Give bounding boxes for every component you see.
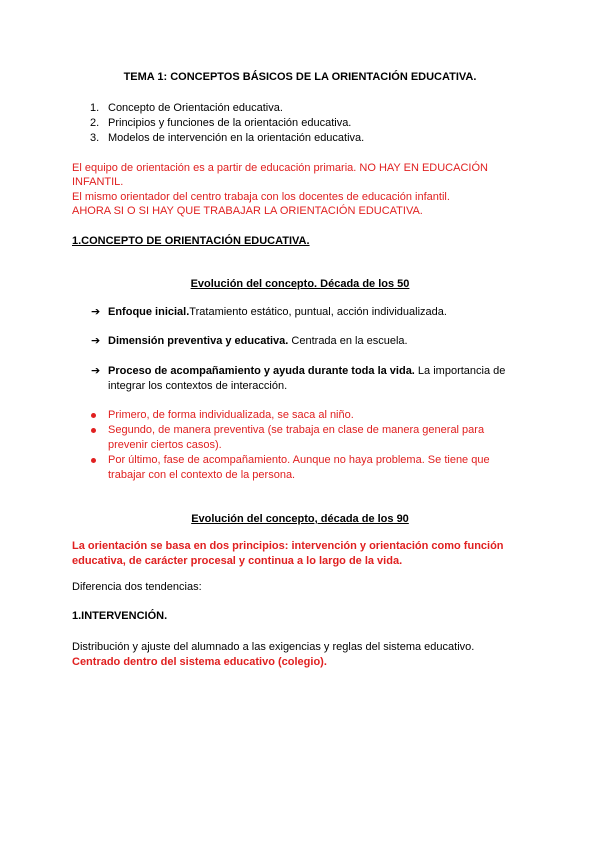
red-bullet-item [91,408,521,423]
subsection-heading: Evolución del concepto, década de los 90 [191,513,409,525]
arrow-right-icon: ➔ [91,365,101,377]
index-text: Principios y funciones de la orientación educativa. [108,117,352,129]
item-text: La importancia de integrar los contextos de interacción. [108,365,506,392]
item-text: Centrada en la escuela. [288,335,408,347]
section-heading: 1.INTERVENCIÓN. [72,610,168,622]
section-heading: 1.CONCEPTO DE ORIENTACIÓN EDUCATIVA. [72,235,310,247]
tendencies-text: Diferencia dos tendencias: [72,581,202,593]
arrow-list-item [91,334,521,349]
document-title: TEMA 1: CONCEPTOS BÁSICOS DE LA ORIENTACIÓN EDUCATIVA. [123,71,477,83]
bullet-text: Primero, de forma individualizada, se saca al niño. [108,409,354,421]
index-text: Modelos de intervención en la orientación educativa. [108,132,365,144]
arrow-list-item [91,364,521,394]
item-bold-lead: Proceso de acompañamiento y ayuda durante toda la vida. [108,365,415,377]
arrow-right-icon: ➔ [91,306,101,318]
bullet-dot-icon [91,413,96,418]
principles-paragraph: La orientación se basa en dos principios: intervención y orientación como función educativa, de carácter procesal y continua a lo largo de la vida. [72,540,504,567]
index-number: 3. [90,132,100,144]
bullet-text: Segundo, de manera preventiva (se trabaja en clase de manera general para prevenir ciertos casos). [108,424,485,451]
bullet-dot-icon [91,458,96,463]
item-bold-lead: Dimensión preventiva y educativa. [108,335,289,347]
item-bold-lead: Enfoque inicial. [108,306,190,318]
red-note-line: INFANTIL. [72,176,124,188]
arrow-right-icon: ➔ [91,335,101,347]
red-note-line: El equipo de orientación es a partir de educación primaria. NO HAY EN EDUCACIÓN [72,162,488,174]
intervention-red-text: Centrado dentro del sistema educativo (colegio). [72,656,327,668]
bullet-dot-icon [91,428,96,433]
item-text: Tratamiento estático, puntual, acción individualizada. [189,306,447,318]
arrow-list-item [91,305,521,320]
red-bullet-item [91,453,521,482]
subsection-heading: Evolución del concepto. Década de los 50 [190,278,410,290]
intervention-text: Distribución y ajuste del alumnado a las exigencias y reglas del sistema educativo. [72,641,475,653]
index-item [90,101,283,115]
red-note-line: AHORA SI O SI HAY QUE TRABAJAR LA ORIENTACIÓN EDUCATIVA. [72,205,423,217]
index-text: Concepto de Orientación educativa. [108,102,283,114]
index-number: 1. [90,102,100,114]
index-item [90,116,351,130]
bullet-text: Por último, fase de acompañamiento. Aunque no haya problema. Se tiene que trabajar con el contexto de la persona. [108,454,490,481]
red-note-line: El mismo orientador del centro trabaja con los docentes de educación infantil. [72,191,450,203]
index-number: 2. [90,117,100,129]
red-bullet-item [91,423,521,452]
index-item [90,131,364,145]
